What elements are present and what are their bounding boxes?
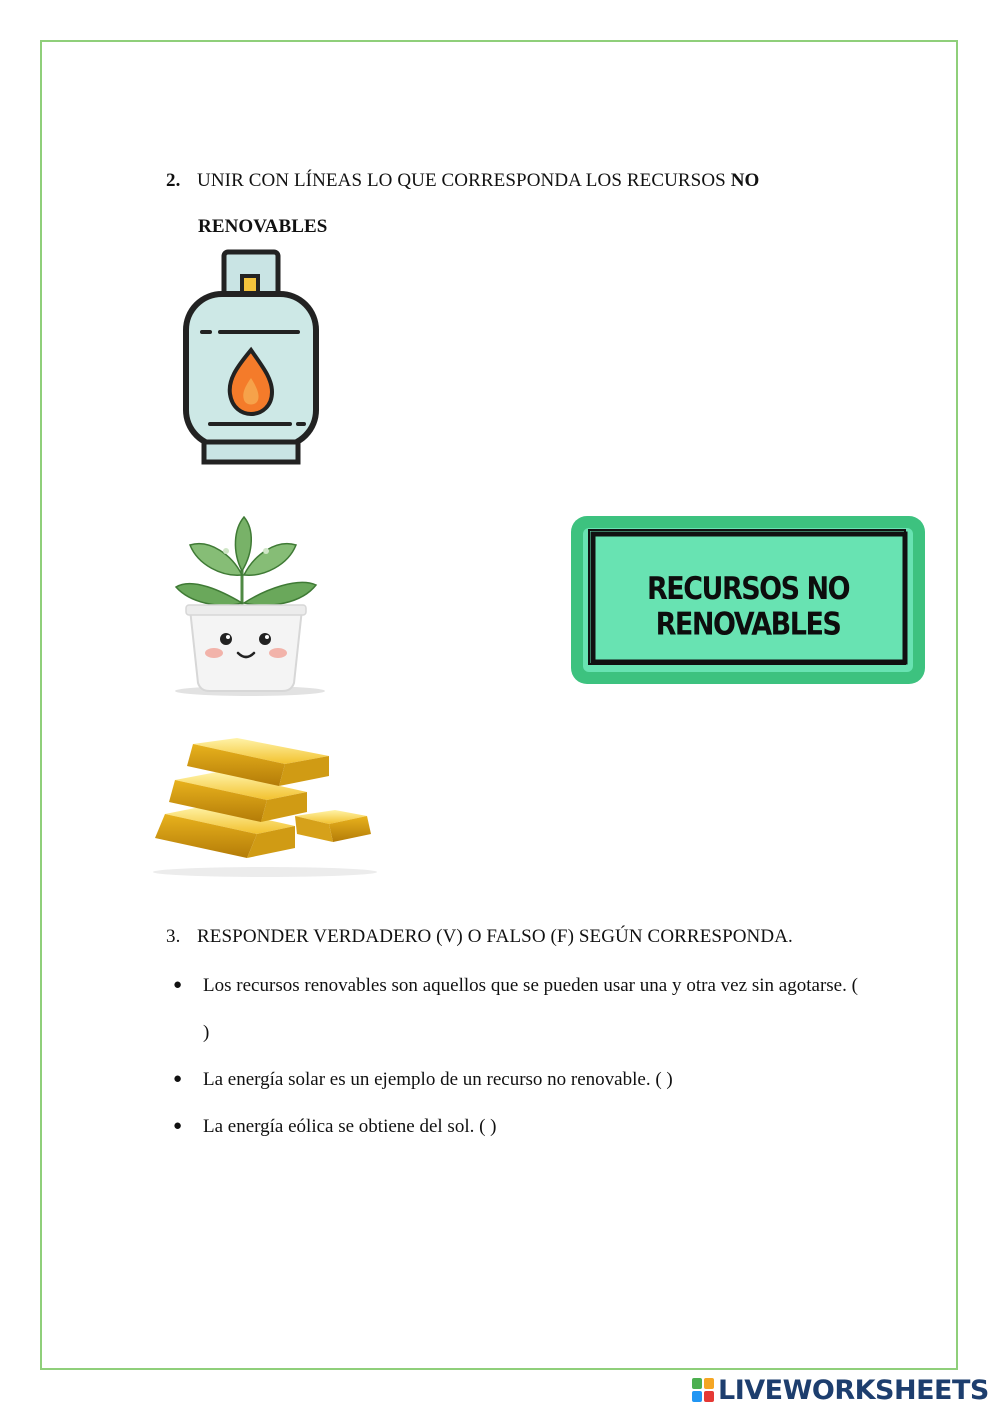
bullet-icon: ● (173, 1118, 183, 1134)
item-text: La energía solar es un ejemplo de un recurso no renovable. ( ) (203, 1069, 673, 1090)
label-text: RECURSOS NO RENOVABLES (646, 571, 850, 643)
question-2-title (166, 170, 759, 192)
true-false-list (166, 962, 858, 1150)
list-item[interactable] (166, 1103, 858, 1150)
gold-bars-icon[interactable] (145, 730, 385, 880)
question-3-number: 3. (166, 926, 181, 947)
liveworksheets-logo[interactable] (692, 1374, 989, 1406)
question-2-text: UNIR CON LÍNEAS LO QUE CORRESPONDA LOS RECURSOS (197, 170, 731, 191)
question-2-number: 2. (166, 170, 181, 191)
question-3-title (166, 926, 793, 948)
question-2-title-line2: RENOVABLES (198, 216, 328, 237)
question-2-text-bold: NO (730, 170, 760, 191)
recursos-no-renovables-label[interactable] (569, 514, 927, 686)
item-text: La energía eólica se obtiene del sol. ( ) (203, 1116, 497, 1137)
list-item[interactable] (166, 962, 858, 1056)
gas-cylinder-icon[interactable] (180, 248, 322, 470)
list-item[interactable] (166, 1056, 858, 1103)
logo-mark-icon (692, 1378, 714, 1402)
logo-text: LIVEWORKSHEETS (718, 1374, 989, 1406)
question-3-text: RESPONDER VERDADERO (V) O FALSO (F) SEGÚN CORRESPONDA. (197, 926, 793, 947)
bullet-icon: ● (173, 977, 183, 993)
potted-plant-icon[interactable] (162, 505, 332, 705)
item-text: Los recursos renovables son aquellos que se pueden usar una y otra vez sin agotarse. ( ) (203, 975, 858, 1043)
bullet-icon: ● (173, 1071, 183, 1087)
